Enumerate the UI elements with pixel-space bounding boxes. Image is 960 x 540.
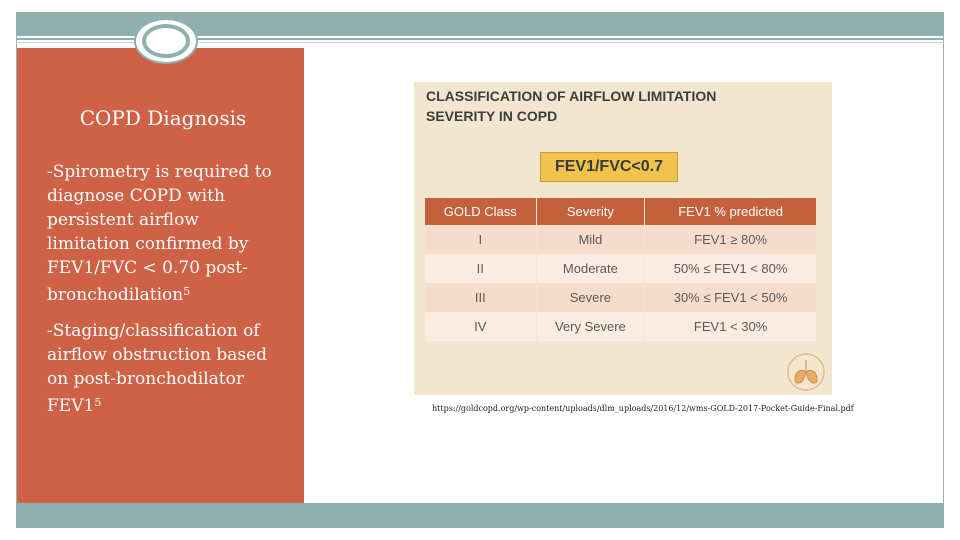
source-link[interactable]: https://goldcopd.org/wp-content/uploads/dlm_uploads/2016/12/wms-GOLD-2017-Pocket-Guide-Final.pdf <box>432 404 854 413</box>
bullet-spirometry-ref: 5 <box>183 285 191 298</box>
criterion-box: FEV1/FVC<0.7 <box>540 152 678 182</box>
table-row <box>425 254 817 283</box>
figure-title-line2: SEVERITY IN COPD <box>426 108 558 124</box>
table-row <box>425 312 817 341</box>
ring-ornament-inner <box>142 24 190 58</box>
bullet-spirometry <box>47 160 287 307</box>
figure-title <box>426 86 716 126</box>
severity-cell: Very Severe <box>536 312 645 341</box>
header-fev1-predicted: FEV1 % predicted <box>645 198 817 225</box>
header-gold-class: GOLD Class <box>425 198 536 225</box>
header-severity: Severity <box>536 198 645 225</box>
fev1-cell: FEV1 ≥ 80% <box>645 225 817 254</box>
bottom-band <box>16 503 944 528</box>
severity-cell: Moderate <box>536 254 645 283</box>
table-header-row <box>425 198 817 225</box>
fev1-cell: 50% ≤ FEV1 < 80% <box>645 254 817 283</box>
gold-class-cell: I <box>425 225 536 254</box>
gold-table <box>425 198 817 341</box>
fev1-cell: 30% ≤ FEV1 < 50% <box>645 283 817 312</box>
fev1-cell: FEV1 < 30% <box>645 312 817 341</box>
slide-title: COPD Diagnosis <box>79 106 247 130</box>
table-row <box>425 283 817 312</box>
bullet-staging-ref: 5 <box>94 396 102 409</box>
lung-logo-icon <box>786 352 826 392</box>
gold-class-cell: II <box>425 254 536 283</box>
figure-title-line1: CLASSIFICATION OF AIRFLOW LIMITATION <box>426 88 717 104</box>
gold-class-cell: IV <box>425 312 536 341</box>
severity-cell: Severe <box>536 283 645 312</box>
bullet-spirometry-text: -Spirometry is required to diagnose COPD with persistent airflow limitation confirmed by FEV1/FVC < 0.70 post-bronchodilation <box>47 162 272 305</box>
bullet-staging <box>47 319 287 418</box>
gold-class-cell: III <box>425 283 536 312</box>
bullet-staging-text: -Staging/classification of airflow obstruction based on post-bronchodilator FEV1 <box>47 321 268 416</box>
table-row <box>425 225 817 254</box>
severity-cell: Mild <box>536 225 645 254</box>
